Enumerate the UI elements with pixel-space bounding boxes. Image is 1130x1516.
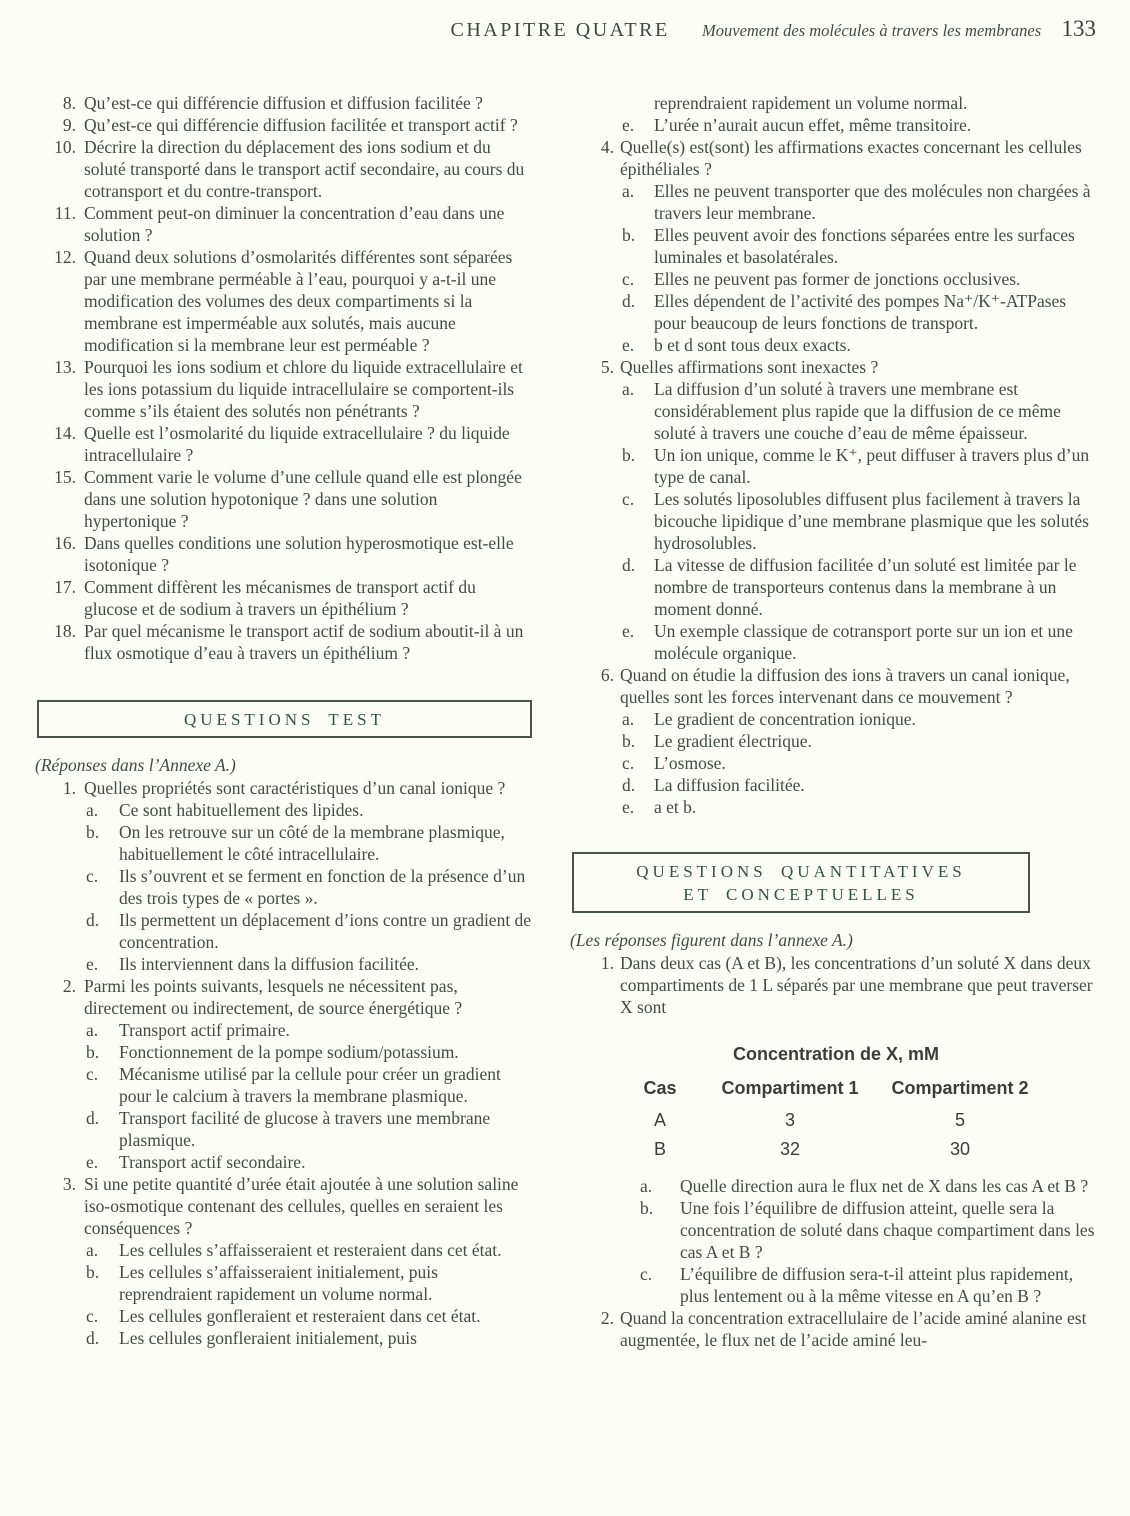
option-letter: b. — [622, 225, 636, 245]
answer-option — [622, 180, 1096, 224]
question-number: 11. — [54, 203, 76, 223]
table-cell-cas: A — [653, 1110, 666, 1130]
answer-option — [622, 224, 1096, 268]
option-text: Mécanisme utilisé par la cellule pour créer un gradient pour le calcium à travers la membrane plasmique. — [119, 1064, 501, 1106]
quantitative-questions-heading-box — [572, 852, 1030, 913]
questions-test-title: QUESTIONS TEST — [184, 710, 385, 729]
option-text: Fonctionnement de la pompe sodium/potassium. — [119, 1042, 459, 1062]
review-question — [38, 532, 532, 576]
review-question — [38, 422, 532, 466]
question-text: Par quel mécanisme le transport actif de sodium aboutit-il à un flux osmotique d’eau à travers un épithélium ? — [84, 621, 524, 663]
answer-option — [86, 1041, 532, 1063]
question-body — [84, 777, 532, 975]
question-body — [620, 952, 1096, 1307]
answer-option — [86, 821, 532, 865]
question-text: Décrire la direction du déplacement des ions sodium et du soluté transporté dans le transport actif secondaire, au cours du cotransport et du contre-transport. — [84, 137, 525, 201]
option-letter: a. — [86, 1020, 99, 1040]
question-number: 15. — [54, 467, 76, 487]
option-letter: b. — [640, 1198, 654, 1218]
answer-option — [622, 378, 1096, 444]
test-question-3 — [38, 1173, 532, 1349]
answer-option — [640, 1197, 1096, 1263]
option-text: Elles ne peuvent transporter que des molécules non chargées à travers leur membrane. — [654, 181, 1091, 223]
option-letter: c. — [640, 1264, 653, 1284]
answer-option — [622, 730, 1096, 752]
option-letter: d. — [622, 555, 636, 575]
question-text: Parmi les points suivants, lesquels ne nécessitent pas, directement ou indirectement, de source énergétique ? — [84, 976, 463, 1018]
option-text: Elles peuvent avoir des fonctions séparées entre les surfaces luminales et basolatérales. — [654, 225, 1075, 267]
table-row — [620, 1139, 1040, 1159]
option-letter — [622, 92, 654, 114]
option-text: La vitesse de diffusion facilitée d’un soluté est limitée par le nombre de transporteurs contenus dans la membrane à un moment donné. — [654, 555, 1077, 619]
option-letter: e. — [622, 115, 635, 135]
table-cell-compartiment-2: 5 — [954, 1110, 965, 1130]
question-text: Dans deux cas (A et B), les concentrations d’un soluté X dans deux compartiments de 1 L séparés par une membrane que peut traverser X sont — [620, 953, 1093, 1017]
answer-option — [86, 909, 532, 953]
answer-option — [86, 1063, 532, 1107]
review-questions-list — [38, 92, 532, 664]
option-letter: d. — [86, 1108, 100, 1128]
review-question — [38, 202, 532, 246]
quant-title-line-2: ET CONCEPTUELLES — [683, 885, 919, 904]
table-cell-compartiment-1: 3 — [784, 1110, 795, 1130]
question-number: 3. — [62, 1174, 76, 1194]
table-cell-cas: B — [653, 1139, 666, 1159]
option-text: On les retrouve sur un côté de la membrane plasmique, habituellement le côté intracellulaire. — [119, 822, 505, 864]
table-header-cas: Cas — [643, 1078, 677, 1098]
review-question — [38, 136, 532, 202]
option-text: Le gradient électrique. — [654, 731, 812, 751]
answer-option — [622, 774, 1096, 796]
running-header — [0, 18, 1096, 42]
review-question — [38, 246, 532, 356]
option-text: Un exemple classique de cotransport porte sur un ion et une molécule organique. — [654, 621, 1073, 663]
option-text: L’urée n’aurait aucun effet, même transitoire. — [654, 115, 972, 135]
option-letter: e. — [86, 954, 99, 974]
answer-option — [86, 953, 532, 975]
question-text: Quand la concentration extracellulaire de l’acide aminé alanine est augmentée, le flux net de l’acide aminé leu- — [620, 1308, 1087, 1350]
answer-option — [640, 1263, 1096, 1307]
option-letter: a. — [86, 800, 99, 820]
option-text: L’équilibre de diffusion sera-t-il atteint plus rapidement, plus lentement ou à la même vitesse en A qu’en B ? — [680, 1264, 1074, 1306]
question-text: Quelles propriétés sont caractéristiques d’un canal ionique ? — [84, 778, 506, 798]
option-letter: b. — [86, 1262, 100, 1282]
table-header-compartiment-1: Compartiment 1 — [721, 1078, 859, 1098]
answer-option — [86, 799, 532, 821]
test-question-2 — [38, 975, 532, 1173]
option-text: a et b. — [654, 797, 697, 817]
question-number: 4. — [600, 137, 614, 157]
option-letter: d. — [622, 291, 636, 311]
answer-option — [86, 1019, 532, 1041]
answer-option — [622, 444, 1096, 488]
quant-title-line-1: QUESTIONS QUANTITATIVES — [636, 862, 966, 881]
review-question — [38, 620, 532, 664]
option-text: Ils permettent un déplacement d’ions contre un gradient de concentration. — [119, 910, 532, 952]
answer-option — [622, 620, 1096, 664]
question-body — [620, 356, 1096, 664]
quant-question-2 — [596, 1307, 1096, 1351]
question-text: Qu’est-ce qui différencie diffusion facilitée et transport actif ? — [84, 115, 518, 135]
question-text: Quelle est l’osmolarité du liquide extracellulaire ? du liquide intracellulaire ? — [84, 423, 510, 465]
answer-option — [622, 708, 1096, 730]
table-cell-compartiment-2: 30 — [949, 1139, 971, 1159]
answer-option — [622, 796, 1096, 818]
option-letter: e. — [622, 621, 635, 641]
option-text: Transport actif primaire. — [119, 1020, 290, 1040]
option-text: Les cellules s’affaisseraient et resteraient dans cet état. — [119, 1240, 502, 1260]
option-text: Le gradient de concentration ionique. — [654, 709, 916, 729]
question-number: 1. — [62, 778, 76, 798]
option-text: Elles dépendent de l’activité des pompes Na⁺/K⁺-ATPases pour beaucoup de leurs fonctions de transport. — [654, 291, 1067, 333]
question-text: Comment peut-on diminuer la concentration d’eau dans une solution ? — [84, 203, 505, 245]
answer-option — [86, 1239, 532, 1261]
option-letter: a. — [622, 709, 635, 729]
answer-option — [86, 1261, 532, 1305]
option-text: Transport facilité de glucose à travers une membrane plasmique. — [119, 1108, 491, 1150]
review-question — [38, 466, 532, 532]
question-number: 13. — [54, 357, 76, 377]
question-number: 6. — [600, 665, 614, 685]
option-letter: c. — [86, 1306, 99, 1326]
answer-option — [622, 290, 1096, 334]
answer-option — [86, 1151, 532, 1173]
question-text: Quelles affirmations sont inexactes ? — [620, 357, 879, 377]
question-text: Quelle(s) est(sont) les affirmations exactes concernant les cellules épithéliales ? — [620, 137, 1082, 179]
question-number: 14. — [54, 423, 76, 443]
option-text: Les cellules gonfleraient et resteraient dans cet état. — [119, 1306, 481, 1326]
option-text: Transport actif secondaire. — [119, 1152, 306, 1172]
answer-option — [622, 554, 1096, 620]
question-text: Dans quelles conditions une solution hyperosmotique est-elle isotonique ? — [84, 533, 514, 575]
right-column — [570, 92, 1096, 1351]
question-text: Qu’est-ce qui différencie diffusion et diffusion facilitée ? — [84, 93, 483, 113]
answer-option — [86, 865, 532, 909]
concentration-table — [620, 1044, 1040, 1159]
table-title: Concentration de X, mM — [732, 1044, 939, 1064]
test-question-5 — [596, 356, 1096, 664]
option-text: reprendraient rapidement un volume normal. — [654, 93, 968, 113]
option-letter: c. — [622, 753, 635, 773]
review-question — [38, 114, 532, 136]
option-text: Les solutés liposolubles diffusent plus facilement à travers la bicouche lipidique d’une membrane plasmique que les solutés hydrosolubles. — [654, 489, 1089, 553]
option-letter: d. — [622, 775, 636, 795]
option-letter: c. — [86, 1064, 99, 1084]
question-body — [620, 136, 1096, 356]
option-letter: e. — [622, 335, 635, 355]
option-text: Ils s’ouvrent et se ferment en fonction de la présence d’un des trois types de « portes ». — [119, 866, 526, 908]
question-number: 5. — [600, 357, 614, 377]
question-body — [620, 664, 1096, 818]
option-letter: e. — [622, 797, 635, 817]
option-text: Ils interviennent dans la diffusion facilitée. — [119, 954, 420, 974]
answer-option — [622, 752, 1096, 774]
left-column — [35, 92, 532, 1349]
table-header-compartiment-2: Compartiment 2 — [891, 1078, 1029, 1098]
questions-test-heading-box — [37, 700, 532, 738]
review-question — [38, 576, 532, 620]
option-text: Ce sont habituellement des lipides. — [119, 800, 364, 820]
test-question-1 — [38, 777, 532, 975]
question-number: 18. — [54, 621, 76, 641]
test-question-6 — [596, 664, 1096, 818]
question-body — [84, 975, 532, 1173]
answer-option — [86, 1305, 532, 1327]
question-text: Quand on étudie la diffusion des ions à travers un canal ionique, quelles sont les forces intervenant dans ce mouvement ? — [620, 665, 1070, 707]
test-question-4 — [596, 136, 1096, 356]
page-number: 133 — [1061, 16, 1096, 41]
question-3-continuation — [620, 92, 1096, 136]
question-number: 16. — [54, 533, 76, 553]
answer-option — [622, 114, 1096, 136]
answer-option — [86, 1107, 532, 1151]
option-text: Quelle direction aura le flux net de X dans les cas A et B ? — [680, 1176, 1089, 1196]
table-row — [620, 1110, 1040, 1130]
option-letter: b. — [622, 731, 636, 751]
quant-question-1 — [596, 952, 1096, 1307]
question-number: 1. — [600, 953, 614, 973]
table-cell-compartiment-1: 32 — [779, 1139, 801, 1159]
question-number: 10. — [54, 137, 76, 157]
option-letter: c. — [86, 866, 99, 886]
review-question — [38, 92, 532, 114]
answer-option — [622, 488, 1096, 554]
option-letter: a. — [86, 1240, 99, 1260]
option-letter: d. — [86, 910, 100, 930]
option-text: La diffusion d’un soluté à travers une membrane est considérablement plus rapide que la diffusion de ce même soluté à travers une couche d’eau de même épaisseur. — [654, 379, 1061, 443]
chapter-subtitle: Mouvement des molécules à travers les membranes — [702, 21, 1042, 40]
question-text: Si une petite quantité d’urée était ajoutée à une solution saline iso-osmotique contenant des cellules, quelles en seraient les conséquences ? — [84, 1174, 519, 1238]
option-letter: b. — [86, 822, 100, 842]
question-number: 17. — [54, 577, 76, 597]
option-text: Un ion unique, comme le K⁺, peut diffuser à travers plus d’un type de canal. — [654, 445, 1090, 487]
option-letter: a. — [622, 379, 635, 399]
option-letter: a. — [622, 181, 635, 201]
question-text: Pourquoi les ions sodium et chlore du liquide extracellulaire et les ions potassium du liquide intracellulaire se comportent-ils comme s’ils étaient des solutés non pénétrants ? — [84, 357, 523, 421]
table-header-row — [620, 1078, 1040, 1098]
option-text: Les cellules gonfleraient initialement, puis — [119, 1328, 417, 1348]
option-letter: a. — [640, 1176, 653, 1196]
answers-note: (Réponses dans l’Annexe A.) — [35, 755, 236, 775]
option-letter: b. — [86, 1042, 100, 1062]
answers-note-quant: (Les réponses figurent dans l’annexe A.) — [570, 930, 853, 950]
option-text: b et d sont tous deux exacts. — [654, 335, 851, 355]
option-letter: d. — [86, 1328, 100, 1348]
question-number: 2. — [600, 1308, 614, 1328]
question-text: Comment diffèrent les mécanismes de transport actif du glucose et de sodium à travers un épithélium ? — [84, 577, 476, 619]
answer-option — [86, 1327, 532, 1349]
option-letter: e. — [86, 1152, 99, 1172]
option-text: Une fois l’équilibre de diffusion atteint, quelle sera la concentration de soluté dans chaque compartiment dans les cas A et B ? — [680, 1198, 1095, 1262]
option-letter: b. — [622, 445, 636, 465]
option-text: Les cellules s’affaisseraient initialement, puis reprendraient rapidement un volume normal. — [119, 1262, 438, 1304]
answer-option — [622, 92, 1096, 114]
answer-option — [622, 268, 1096, 290]
answer-option — [622, 334, 1096, 356]
question-number: 9. — [62, 115, 76, 135]
option-text: La diffusion facilitée. — [654, 775, 805, 795]
option-letter: c. — [622, 489, 635, 509]
option-letter: c. — [622, 269, 635, 289]
answer-option — [640, 1175, 1096, 1197]
question-number: 12. — [54, 247, 76, 267]
chapter-title: CHAPITRE QUATRE — [450, 19, 670, 41]
question-text: Comment varie le volume d’une cellule quand elle est plongée dans une solution hypotonique ? dans une solution hypertonique ? — [84, 467, 522, 531]
review-question — [38, 356, 532, 422]
option-text: Elles ne peuvent pas former de jonctions occlusives. — [654, 269, 1021, 289]
question-text: Quand deux solutions d’osmolarités différentes sont séparées par une membrane perméable à l’eau, pourquoi y a-t-il une modification des volumes des deux compartiments si la membrane est imperméable aux solutés, mais aucune modification si la membrane leur est perméable ? — [84, 247, 513, 355]
question-body — [84, 1173, 532, 1349]
option-text: L’osmose. — [654, 753, 726, 773]
question-number: 8. — [62, 93, 76, 113]
question-number: 2. — [62, 976, 76, 996]
